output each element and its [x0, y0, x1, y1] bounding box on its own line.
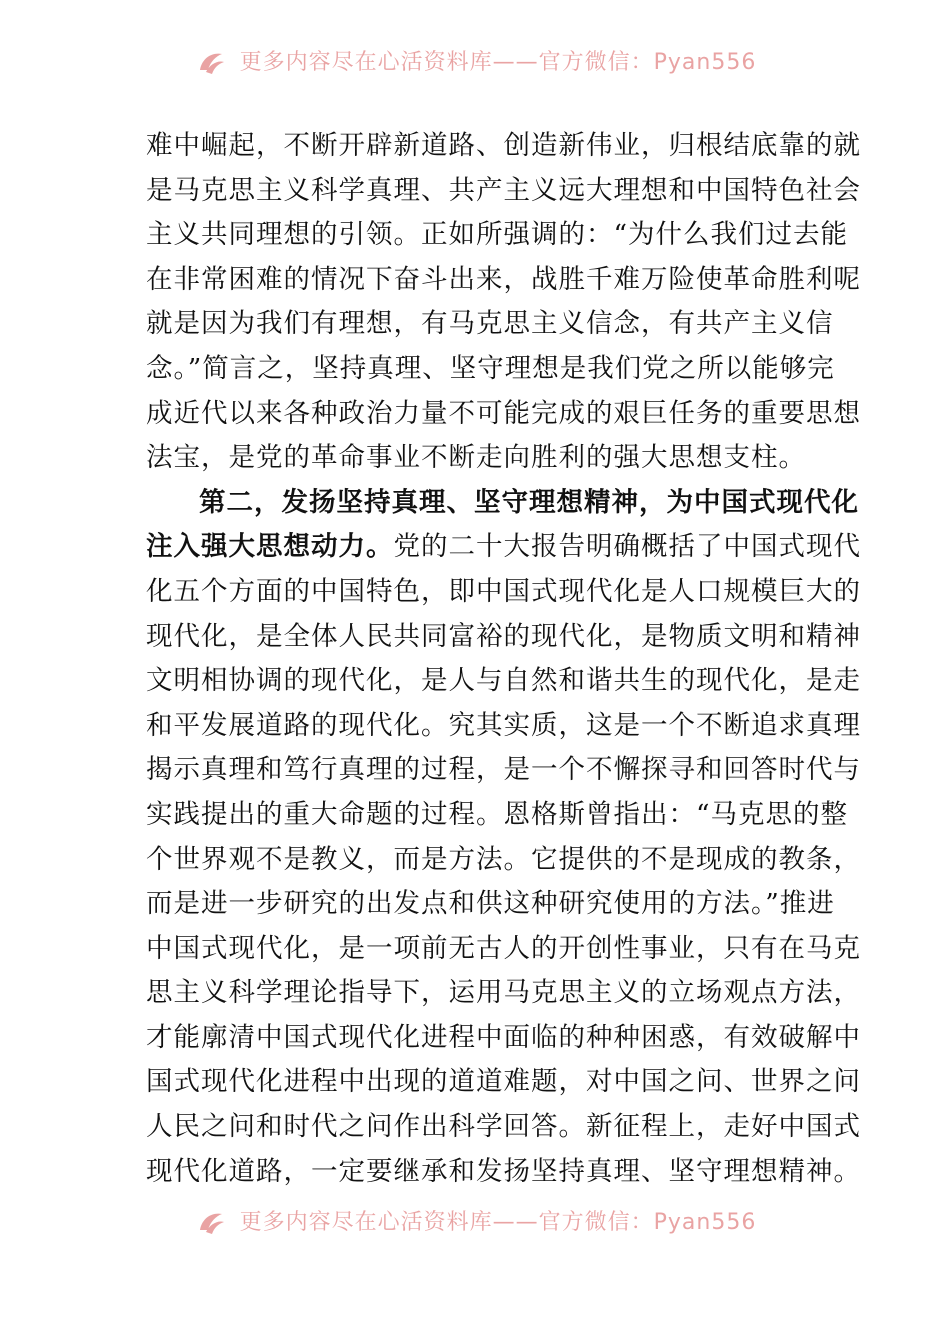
- text-line: 揭示真理和笃行真理的过程，是一个不懈探寻和回答时代与: [146, 754, 861, 786]
- text-line: 主义共同理想的引领。正如所强调的：“为什么我们过去能: [146, 219, 849, 251]
- text-line: 法宝，是党的革命事业不断走向胜利的强大思想支柱。: [146, 442, 806, 474]
- text-line: 思主义科学理论指导下，运用马克思主义的立场观点方法，: [146, 977, 861, 1009]
- text-line: 个世界观不是教义，而是方法。它提供的不是现成的教条，: [146, 843, 861, 875]
- footer-watermark: [0, 1208, 950, 1248]
- text-line: 文明相协调的现代化，是人与自然和谐共生的现代化，是走: [146, 665, 861, 697]
- text-line-rest: 党的二十大报告明确概括了中国式现代: [393, 531, 861, 563]
- text-line: 和平发展道路的现代化。究其实质，这是一个不断追求真理: [146, 709, 861, 741]
- text-line: 难中崛起，不断开辟新道路、创造新伟业，归根结底靠的就: [146, 130, 861, 161]
- header-watermark: [0, 48, 950, 88]
- text-line: 中国式现代化，是一项前无古人的开创性事业，只有在马克: [146, 932, 861, 964]
- text-line: 实践提出的重大命题的过程。恩格斯曾指出：“马克思的整: [146, 798, 849, 830]
- text-line: 是马克思主义科学真理、共产主义远大理想和中国特色社会: [146, 174, 861, 206]
- watermark-text: 更多内容尽在心活资料库——官方微信：Pyan556: [239, 1209, 757, 1235]
- watermark-logo-icon: [194, 48, 228, 84]
- text-line: 在非常困难的情况下奋斗出来，战胜千难万险使革命胜利呢: [146, 263, 861, 295]
- text-line: 现代化，是全体人民共同富裕的现代化，是物质文明和精神: [146, 620, 861, 652]
- text-line: 而是进一步研究的出发点和供这种研究使用的方法。”推进: [146, 888, 835, 920]
- watermark-logo-icon: [194, 1208, 228, 1244]
- paragraph-1: [146, 124, 861, 481]
- bold-heading-line: 第二，发扬坚持真理、坚守理想精神，为中国式现代化: [199, 486, 859, 518]
- text-line: 念。”简言之，坚持真理、坚守理想是我们党之所以能够完: [146, 352, 835, 384]
- text-line: [146, 525, 861, 570]
- text-line: 国式现代化进程中出现的道道难题，对中国之问、世界之问: [146, 1066, 861, 1098]
- text-line: 就是因为我们有理想，有马克思主义信念，有共产主义信: [146, 308, 834, 340]
- document-body: [146, 124, 861, 1194]
- text-line: 才能廓清中国式现代化进程中面临的种种困惑，有效破解中: [146, 1021, 861, 1053]
- text-line: 成近代以来各种政治力量不可能完成的艰巨任务的重要思想: [146, 397, 861, 429]
- text-line: 人民之问和时代之问作出科学回答。新征程上，走好中国式: [146, 1111, 861, 1143]
- paragraph-2: [146, 481, 861, 1195]
- watermark-text: 更多内容尽在心活资料库——官方微信：Pyan556: [239, 49, 757, 75]
- text-line: 现代化道路，一定要继承和发扬坚持真理、坚守理想精神。: [146, 1155, 861, 1187]
- bold-heading-continuation: 注入强大思想动力。: [146, 531, 394, 563]
- text-line: 化五个方面的中国特色，即中国式现代化是人口规模巨大的: [146, 575, 861, 607]
